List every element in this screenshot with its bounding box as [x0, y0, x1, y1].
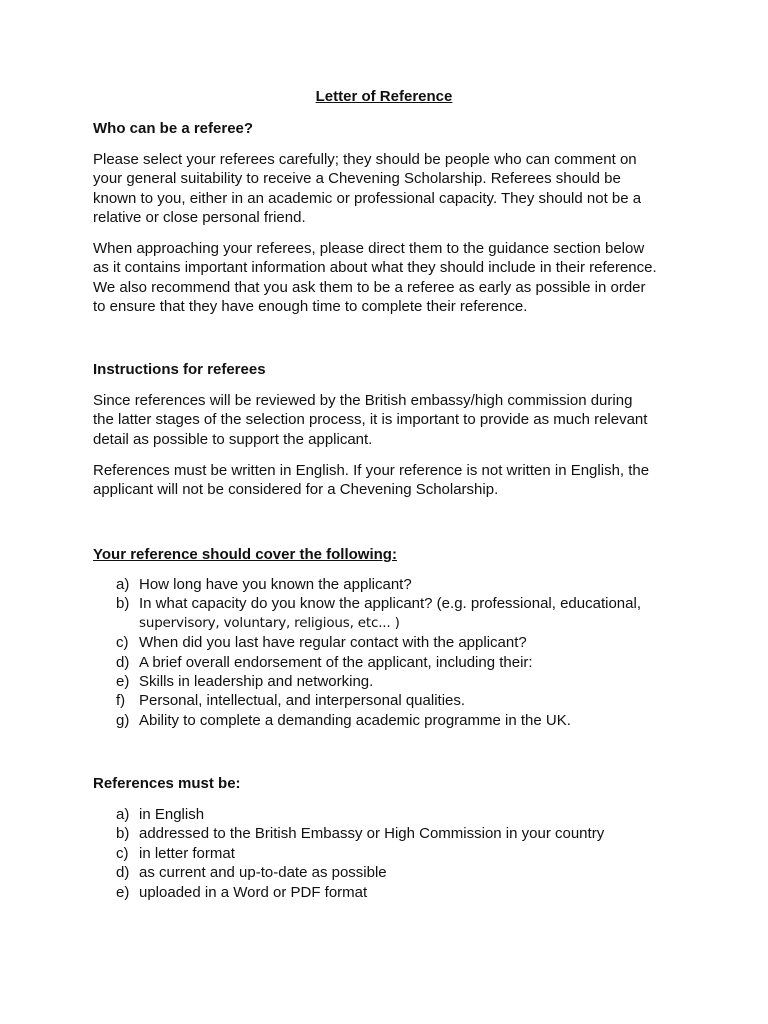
- list-item-text: in English: [139, 806, 205, 823]
- list-item: [93, 863, 683, 882]
- paragraph-referee-selection: [93, 150, 683, 228]
- list-item: [93, 653, 683, 672]
- text-line: as it contains important information about what they should include in their reference.: [93, 259, 657, 277]
- text-line: When approaching your referees, please direct them to the guidance section below: [93, 240, 645, 257]
- list-marker: g): [116, 711, 130, 729]
- list-item: [93, 883, 683, 902]
- list-marker: d): [116, 653, 130, 671]
- text-line: We also recommend that you ask them to be a referee as early as possible in order: [93, 278, 646, 296]
- list-item: [93, 691, 683, 710]
- text-line: the latter stages of the selection process, it is important to provide as much relevant: [93, 411, 648, 429]
- list-item-text: Personal, intellectual, and interpersonal qualities.: [139, 692, 466, 710]
- list-item: [93, 711, 683, 730]
- list-marker: a): [116, 576, 130, 593]
- paragraph-review-process: [93, 391, 683, 449]
- list-item-text: in letter format: [139, 844, 235, 862]
- text-line: relative or close personal friend.: [93, 209, 306, 227]
- document-title: Letter of Reference: [315, 88, 453, 105]
- text-line: References must be written in English. If your reference is not written in English, the: [93, 462, 650, 479]
- list-marker: b): [116, 595, 130, 613]
- text-line: Since references will be reviewed by the British embassy/high commission during: [93, 392, 633, 409]
- list-marker: b): [116, 825, 130, 843]
- list-marker: c): [116, 844, 129, 862]
- paragraph-approaching-referees: [93, 239, 683, 317]
- list-item-text: In what capacity do you know the applicant? (e.g. professional, educational,: [139, 595, 641, 613]
- references-requirements-list: [93, 805, 683, 902]
- list-marker: d): [116, 864, 130, 882]
- text-line: Please select your referees carefully; they should be people who can comment on: [93, 151, 637, 168]
- list-marker: c): [116, 634, 129, 652]
- list-item-text: as current and up-to-date as possible: [139, 864, 387, 882]
- list-item-text-continuation: supervisory, voluntary, religious, etc... ): [139, 614, 400, 631]
- text-line: applicant will not be considered for a Chevening Scholarship.: [93, 481, 499, 499]
- list-item-text: Skills in leadership and networking.: [139, 673, 374, 691]
- list-item: [93, 672, 683, 691]
- list-marker: e): [116, 673, 130, 691]
- list-item: [93, 824, 683, 843]
- section-heading-reference-cover: Your reference should cover the following:: [93, 546, 397, 563]
- list-item: [93, 805, 683, 824]
- list-item-text: addressed to the British Embassy or High Commission in your country: [139, 825, 605, 843]
- list-item: [93, 594, 683, 633]
- paragraph-english-requirement: [93, 461, 683, 500]
- text-line: known to you, either in an academic or professional capacity. They should not be a: [93, 189, 642, 207]
- text-line: to ensure that they have enough time to complete their reference.: [93, 298, 528, 316]
- section-heading-instructions: Instructions for referees: [93, 361, 266, 378]
- list-item-text: When did you last have regular contact with the applicant?: [139, 634, 527, 652]
- list-item-text: A brief overall endorsement of the applicant, including their:: [139, 653, 533, 671]
- text-line: your general suitability to receive a Chevening Scholarship. Referees should be: [93, 170, 621, 188]
- list-item: [93, 575, 683, 594]
- list-marker: a): [116, 806, 130, 823]
- list-marker: f): [116, 692, 126, 710]
- list-item-text: Ability to complete a demanding academic programme in the UK.: [139, 711, 571, 729]
- section-heading-who-can-be-referee: Who can be a referee?: [93, 120, 254, 137]
- list-item: [93, 844, 683, 863]
- list-marker: e): [116, 883, 130, 901]
- text-line: detail as possible to support the applicant.: [93, 430, 373, 448]
- list-item: [93, 633, 683, 652]
- section-heading-references-must-be: References must be:: [93, 775, 241, 792]
- reference-cover-list: [93, 575, 683, 730]
- list-item-text: uploaded in a Word or PDF format: [139, 883, 368, 901]
- list-item-text: How long have you known the applicant?: [139, 576, 412, 593]
